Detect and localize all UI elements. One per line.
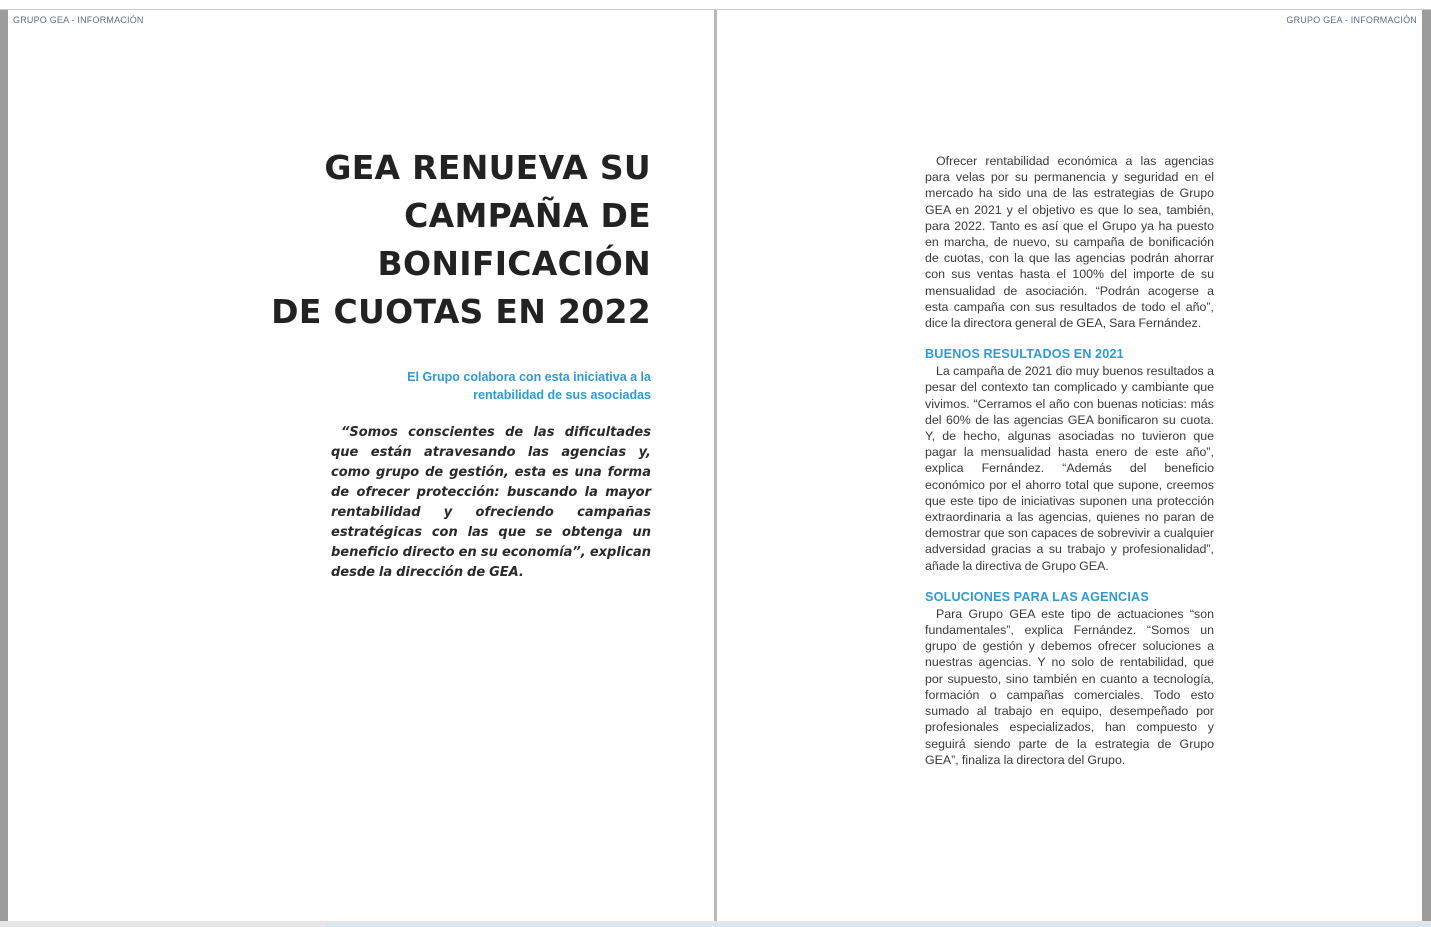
- intro-paragraph: Ofrecer rentabilidad económica a las agencias para velas por su permanencia y seguridad en el mercado ha sido una de las estrategias de Grupo GEA en 2021 y el objetivo es que lo sea, también, para 2022. Tanto es así que el Grupo ya ha puesto en marcha, de nuevo, su campaña de bonificación de cuotas, con la que las agencias podrán ahorrar con sus ventas hasta el 100% del importe de su mensualidad de asociación. “Podrán acogerse a esta campaña con sus resultados de todo el año”, dice la directora general de GEA, Sara Fernández.: [925, 154, 1214, 331]
- article-subtitle: [371, 368, 651, 404]
- section-heading-results: BUENOS RESULTADOS EN 2021: [925, 347, 1124, 362]
- title-line: DE CUOTAS EN 2022: [271, 292, 651, 331]
- article-body: [925, 153, 1214, 768]
- results-paragraph: La campaña de 2021 dio muy buenos resultados a pesar del contexto tan complicado y cambiante que vivimos. “Cerramos el año con buenas noticias: más del 60% de las agencias GEA bonificaron su cuota. Y, de hecho, algunas asociadas no tuvieron que pagar la mensualidad hasta enero de este año”, explica Fernández. “Además del beneficio económico por el ahorro total que supone, creemos que este tipo de iniciativas suponen una protección extraordinaria a las agencias, quienes no paran de demostrar que son capaces de sobrevivir a cualquier adversidad gracias a su trabajo y profesionalidad”, añade la directiva de Grupo GEA.: [925, 364, 1214, 573]
- solutions-paragraph: Para Grupo GEA este tipo de actuaciones “son fundamentales”, explica Fernández. “Somos un grupo de gestión y debemos ofrecer soluciones a nuestras agencias. Y no solo de rentabilidad, que por supuesto, sino también en cuanto a tecnología, formación o campañas comerciales. Todo esto sumado al trabajo en equipo, desempeñado por profesionales especializados, han compuesto y seguirá siendo parte de la estrategia de Grupo GEA”, finaliza la directora del Grupo.: [925, 606, 1214, 767]
- subtitle-line: El Grupo colabora con esta iniciativa a la: [407, 370, 651, 384]
- right-page: [717, 10, 1422, 921]
- pull-quote: “Somos conscientes de las dificultades que están atravesando las agencias y, como grupo de gestión, esta es una forma de ofrecer protección: buscando la mayor rentabilidad y ofreciendo campañas estratégicas con las que se obtenga un beneficio directo en su economía”, explican desde la dirección de GEA.: [331, 425, 651, 580]
- left-page: [8, 10, 714, 921]
- subtitle-line: rentabilidad de sus asociadas: [473, 388, 651, 402]
- running-head-right: GRUPO GEA - INFORMACIÓN: [1286, 15, 1417, 25]
- title-line: GEA RENUEVA SU: [324, 148, 651, 187]
- title-line: CAMPAÑA DE: [404, 196, 651, 235]
- viewer-top-edge: [0, 0, 1431, 10]
- running-head-left: GRUPO GEA - INFORMACIÓN: [13, 15, 144, 25]
- section-heading-solutions: SOLUCIONES PARA LAS AGENCIAS: [925, 589, 1149, 604]
- article-title: [231, 144, 651, 336]
- title-line: BONIFICACIÓN: [377, 244, 651, 283]
- viewer-bottom-strip: [0, 921, 1431, 927]
